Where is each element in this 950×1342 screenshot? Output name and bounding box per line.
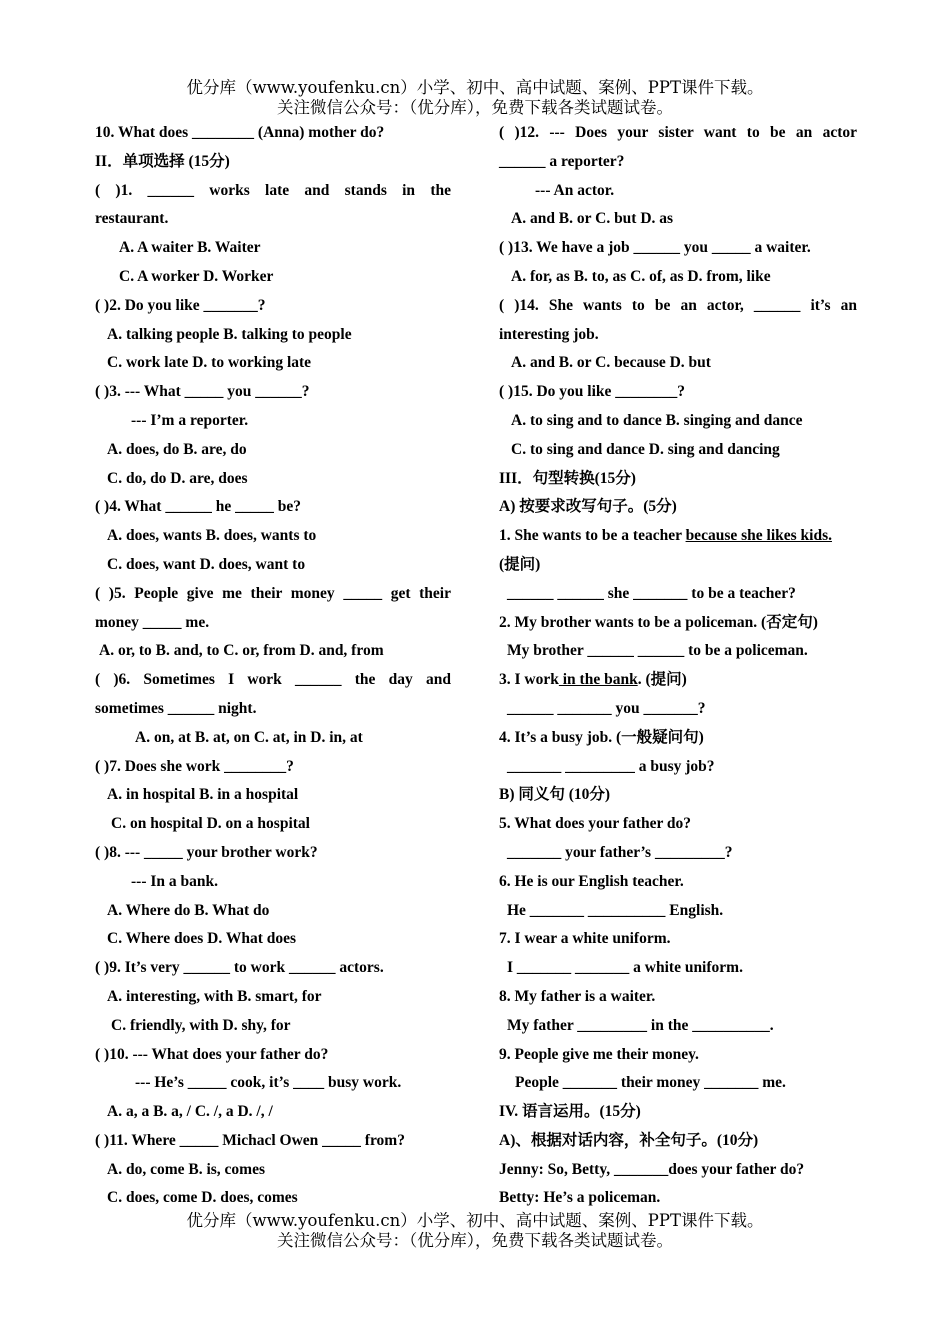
section-heading-multiple-choice: II．单项选择 (15分)	[95, 152, 230, 170]
dialogue-line: --- I’m a reporter.	[131, 411, 249, 429]
footer-banner	[0, 1211, 950, 1251]
option-line: A. do, come B. is, comes	[107, 1160, 265, 1178]
question-line: ( )5. People give me their money _____ get their	[95, 584, 451, 602]
option-line: C. to sing and dance D. sing and dancing	[511, 440, 780, 458]
option-line: A. does, do B. are, do	[107, 440, 247, 458]
question-line: interesting job.	[499, 325, 599, 343]
dialogue-line: --- He’s _____ cook, it’s ____ busy work.	[135, 1074, 402, 1092]
question-text: 1. She wants to be a teacher	[499, 527, 686, 545]
answer-blank-line: I _______ _______ a white uniform.	[507, 959, 743, 977]
question-line: ( )13. We have a job ______ you _____ a waiter.	[499, 239, 811, 257]
dialogue-line: --- In a bank.	[131, 872, 218, 890]
option-line: C. does, want D. does, want to	[107, 555, 306, 573]
question-line: 8. My father is a waiter.	[499, 987, 656, 1005]
option-line: A. on, at B. at, on C. at, in D. in, at	[135, 728, 363, 746]
question-line: ( )11. Where _____ Michacl Owen _____ from?	[95, 1131, 405, 1149]
option-line: C. friendly, with D. shy, for	[111, 1016, 291, 1034]
option-line: C. does, come D. does, comes	[107, 1189, 298, 1207]
header-banner-line-1: 优分库（www.youfenku.cn）小学、初中、高中试题、案例、PPT课件下载。	[186, 78, 764, 97]
option-line: A. and B. or C. but D. as	[511, 210, 674, 228]
question-line: ( )2. Do you like _______?	[95, 296, 266, 314]
question-text: 3. I work	[499, 671, 559, 689]
underlined-text: because she likes kids.	[685, 527, 832, 545]
dialogue-line: Jenny: So, Betty, _______does your father do?	[499, 1160, 805, 1178]
section-heading-sentence-transform: III．句型转换(15分)	[499, 469, 636, 487]
answer-blank-line: ______ _______ you _______?	[507, 699, 706, 717]
answer-blank-line: People _______ their money _______ me.	[515, 1074, 786, 1092]
question-line: ______ a reporter?	[499, 152, 625, 170]
question-line: ( )15. Do you like ________?	[499, 383, 685, 401]
question-line: ( )1. ______ works late and stands in the	[95, 181, 451, 199]
option-line: A. to sing and to dance B. singing and dance	[511, 411, 803, 429]
subsection-heading: A) 按要求改写句子。(5分)	[499, 498, 677, 516]
question-line: restaurant.	[95, 210, 169, 228]
question-line: ( )8. --- _____ your brother work?	[95, 843, 318, 861]
question-text: . (提问)	[637, 671, 687, 689]
option-line: C. work late D. to working late	[107, 354, 312, 372]
option-line: A. interesting, with B. smart, for	[107, 987, 322, 1005]
question-line	[499, 522, 857, 551]
option-line: C. Where does D. What does	[107, 930, 297, 948]
option-line: C. do, do D. are, does	[107, 469, 248, 487]
header-banner	[0, 78, 950, 118]
footer-banner-line-1: 优分库（www.youfenku.cn）小学、初中、高中试题、案例、PPT课件下载。	[186, 1211, 764, 1230]
underlined-text: in the bank	[558, 671, 638, 689]
footer-banner-line-2: 关注微信公众号：（优分库），免费下载各类试题试卷。	[277, 1231, 673, 1250]
option-line: A. for, as B. to, as C. of, as D. from, like	[511, 267, 771, 285]
question-line: 2. My brother wants to be a policeman. (否定句)	[499, 613, 818, 631]
option-line: C. on hospital D. on a hospital	[111, 815, 310, 833]
question-line: ( )9. It’s very ______ to work ______ actors.	[95, 959, 384, 977]
question-line: money _____ me.	[95, 613, 210, 631]
dialogue-line: Betty: He’s a policeman.	[499, 1189, 661, 1207]
option-line: A. Where do B. What do	[107, 901, 270, 919]
subsection-heading: B) 同义句 (10分)	[499, 786, 611, 804]
question-line: sometimes ______ night.	[95, 699, 257, 717]
option-line: A. a, a B. a, / C. /, a D. /, /	[107, 1103, 273, 1121]
question-line: 4. It’s a busy job. (一般疑问句)	[499, 728, 704, 746]
question-line: 6. He is our English teacher.	[499, 872, 684, 890]
question-line: ( )3. --- What _____ you ______?	[95, 383, 310, 401]
option-line: C. A worker D. Worker	[119, 267, 274, 285]
answer-blank-line: _______ your father’s _________?	[507, 843, 733, 861]
question-line: ( )12. --- Does your sister want to be an actor	[499, 124, 857, 141]
question-line: ( )14. She wants to be an actor, ______ it’s an	[499, 296, 857, 314]
option-line: A. does, wants B. does, wants to	[107, 527, 317, 545]
instruction-line: (提问)	[499, 555, 541, 573]
answer-blank-line: My father _________ in the __________.	[507, 1016, 774, 1034]
question-line: ( )10. --- What does your father do?	[95, 1045, 329, 1063]
question-line: 5. What does your father do?	[499, 815, 692, 833]
answer-blank-line: _______ _________ a busy job?	[507, 757, 715, 775]
option-line: A. or, to B. and, to C. or, from D. and, from	[99, 642, 384, 660]
dialogue-line: --- An actor.	[535, 181, 615, 199]
question-line	[499, 666, 857, 695]
answer-blank-line: He _______ __________ English.	[507, 901, 724, 919]
header-banner-line-2: 关注微信公众号：（优分库），免费下载各类试题试卷。	[277, 98, 673, 117]
question-line: 10. What does ________ (Anna) mother do?	[95, 124, 385, 141]
right-column	[499, 119, 857, 1213]
section-heading-language-use: IV. 语言运用。(15分)	[499, 1103, 641, 1121]
question-line: ( )7. Does she work ________?	[95, 757, 294, 775]
option-line: A. and B. or C. because D. but	[511, 354, 711, 372]
answer-blank-line: ______ ______ she _______ to be a teacher?	[507, 584, 796, 602]
option-line: A. talking people B. talking to people	[107, 325, 352, 343]
subsection-heading: A)、根据对话内容，补全句子。(10分)	[499, 1131, 759, 1149]
option-line: A. A waiter B. Waiter	[119, 239, 261, 257]
option-line: A. in hospital B. in a hospital	[107, 786, 299, 804]
answer-blank-line: My brother ______ ______ to be a policeman.	[507, 642, 808, 660]
question-line: 7. I wear a white uniform.	[499, 930, 671, 948]
question-line: ( )4. What ______ he _____ be?	[95, 498, 301, 516]
question-line: ( )6. Sometimes I work ______ the day and	[95, 671, 451, 689]
left-column	[95, 119, 451, 1213]
question-line: 9. People give me their money.	[499, 1045, 699, 1063]
